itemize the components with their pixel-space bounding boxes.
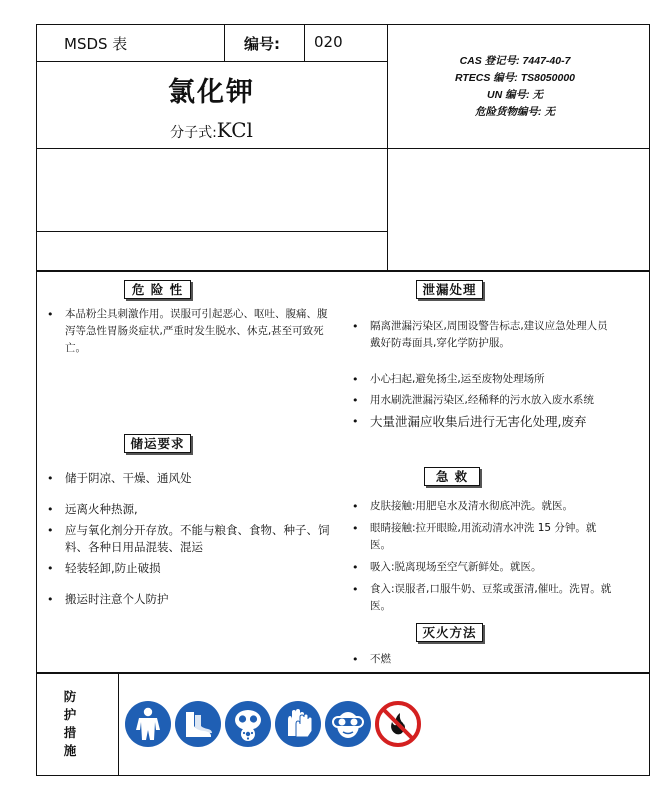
list-item: • 吸入:脱离现场至空气新鲜处。就医。 [352, 559, 614, 576]
list-item: • 大量泄漏应收集后进行无害化处理,废弃 [352, 413, 614, 430]
hazard-list [47, 306, 333, 357]
identifiers [400, 53, 630, 121]
list-item: • 轻装轻卸,防止破损 [47, 560, 333, 577]
title-bottom-line [36, 148, 650, 149]
header-cell-divider-2 [304, 24, 305, 61]
storage-list [47, 470, 333, 608]
chemical-name: 氯化钾 [168, 77, 255, 108]
formula [36, 118, 387, 142]
protection-label: 防 护 措 施 [63, 689, 77, 758]
spill-list [352, 318, 614, 430]
protection-icons [124, 700, 424, 748]
protective-gloves-icon [274, 700, 322, 748]
number-label: 编号: [244, 35, 280, 53]
list-item: • 食入:误服者,口服牛奶、豆浆或蛋清,催吐。洗胃。就医。 [352, 581, 614, 615]
safety-goggles-icon [324, 700, 372, 748]
number-value: 020 [314, 33, 343, 51]
header-divider [387, 24, 388, 270]
list-item: • 皮肤接触:用肥皂水及清水彻底冲洗。就医。 [352, 498, 614, 515]
list-item: • 搬运时注意个人防护 [47, 591, 333, 608]
formula-value: KCl [216, 118, 253, 142]
gas-mask-icon [224, 700, 272, 748]
list-item: • 眼睛接触:拉开眼睑,用流动清水冲洗 15 分钟。就医。 [352, 520, 614, 554]
list-item: • 用水刷洗泄漏污染区,经稀释的污水放入废水系统 [352, 392, 614, 409]
fire-heading: 灭火方法 [416, 623, 483, 642]
list-item: • 储于阴凉、干燥、通风处 [47, 470, 333, 487]
header-cell-divider-1 [224, 24, 225, 61]
empty-row-line [36, 231, 387, 232]
header-row-line [36, 61, 387, 62]
fire-list [352, 651, 614, 668]
list-item: • 隔离泄漏污染区,周围设警告标志,建议应急处理人员戴好防毒面具,穿化学防护服。 [352, 318, 614, 352]
list-item: • 应与氧化剂分开存放。不能与粮食、食物、种子、饲料、各种日用品混装、混运 [47, 522, 333, 556]
first-aid-heading: 急 救 [424, 467, 480, 486]
hazard-heading: 危 险 性 [124, 280, 191, 299]
formula-label: 分子式: [170, 125, 217, 141]
un-number: UN 编号: 无 [487, 89, 543, 101]
dangerous-goods-number: 危险货物编号: 无 [475, 106, 555, 118]
no-fire-icon [374, 700, 422, 748]
cas-number: CAS 登记号: 7447-40-7 [459, 55, 571, 67]
spill-heading: 泄漏处理 [416, 280, 483, 299]
list-item: • 不燃 [352, 651, 614, 668]
first-aid-list [352, 498, 614, 615]
storage-heading: 储运要求 [124, 434, 191, 453]
list-item: • 本品粉尘具刺激作用。误服可引起恶心、呕吐、腹痛、腹泻等急性胃肠炎症状,严重时发生脱水、休克,甚至可致死亡。 [47, 306, 333, 357]
list-item: • 小心扫起,避免扬尘,运至废物处理场所 [352, 371, 614, 388]
header-bottom-line [36, 270, 650, 272]
rtecs-number: RTECS 编号: TS8050000 [454, 72, 576, 84]
protective-suit-icon [124, 700, 172, 748]
protection-label-divider [118, 672, 119, 776]
msds-label: MSDS 表 [64, 35, 128, 53]
protection-top-line [36, 672, 650, 674]
list-item: • 远离火种热源, [47, 501, 333, 518]
safety-boots-icon [174, 700, 222, 748]
